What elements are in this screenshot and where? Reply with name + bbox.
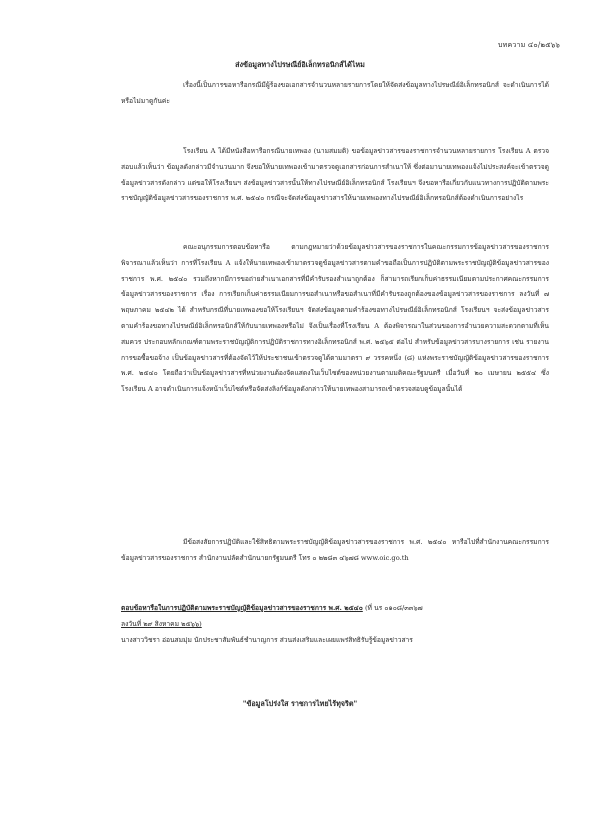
reference-block: [121, 601, 549, 648]
reference-number: (ที่ นร ๐๑๐๘/๓๓๖๗: [364, 604, 423, 612]
intro-paragraph: เรื่องนี้เป็นการขอหารือกรณีมีผู้ร้องขอเอกสารจำนวนหลายรายการโดยให้จัดส่งข้อมูลทางไปรษณีย์อิเล็กทรอนิกส์ จะดำเนินการได้หรือไม่มาดูกันค่ะ: [121, 81, 549, 105]
document-number: บทความ ๔๐/๒๕๖๖: [498, 41, 560, 49]
slogan: "ข้อมูลโปร่งใส ราชการไทยไร้ทุจริต": [242, 699, 358, 708]
opinion-paragraph: คณะอนุกรรมการตอบข้อหารือ ตามกฎหมายว่าด้วยข้อมูลข่าวสารของราชการในคณะกรรมการข้อมูลข่าวสารของราชการพิจารณาแล้วเห็นว่า การที่โรงเรียน A แจ้งให้นายเทพองเข้ามาตรวจดูข้อมูลข่าวสารตามคำขอถือเป็นการปฏิบัติตามพระราชบัญญัติข้อมูลข่าวสารของราชการ พ.ศ. ๒๕๔๐ รวมถึงหากมีการขอถ่ายสำเนาเอกสารที่มีคำรับรองสำเนาถูกต้อง ก็สามารถเรียกเก็บค่าธรรมเนียมตามประกาศคณะกรรมการข้อมูลข่าวสารของราชการ เรื่อง การเรียกเก็บค่าธรรมเนียมการขอสำเนาหรือขอสำเนาที่มีคำรับรองถูกต้องของข้อมูลข่าวสารของราชการ ลงวันที่ ๗ พฤษภาคม ๒๕๔๒ ได้ สำหรับกรณีที่นายเทพองขอให้โรงเรียนฯ จัดส่งข้อมูลตามคำร้องขอทางไปรษณีย์อิเล็กทรอนิกส์ โรงเรียนฯ จะส่งข้อมูลข่าวสารตามคำร้องขอทางไปรษณีย์อิเล็กทรอนิกส์ให้กับนายเทพองหรือไม่ จึงเป็นเรื่องที่โรงเรียน A ต้องพิจารณาในส่วนของการอำนวยความสะดวกตามที่เห็นสมควร ประกอบหลักเกณฑ์ตามพระราชบัญญัติการปฏิบัติราชการทางอิเล็กทรอนิกส์ พ.ศ. ๒๕๖๕ ต่อไป สำหรับข้อมูลข่าวสารบางรายการ เช่น รายงานการขอซื้อขอจ้าง เป็นข้อมูลข่าวสารที่ต้องจัดไว้ให้ประชาชนเข้าตรวจดูได้ตามมาตรา ๙ วรรคหนึ่ง (๘) แห่งพระราชบัญญัติข้อมูลข่าวสารของราชการ พ.ศ. ๒๕๔๐ โดยถือว่าเป็นข้อมูลข่าวสารที่หน่วยงานต้องจัดแสดงในเว็บไซต์ของหน่วยงานตามมติคณะรัฐมนตรี เมื่อวันที่ ๒๐ เมษายน ๒๕๕๔ ซึ่งโรงเรียน A อาจดำเนินการแจ้งหน้าเว็บไซต์หรือจัดส่งลิงก์ข้อมูลดังกล่าวให้นายเทพองสามารถเข้าตรวจสอบดูข้อมูลนั้นได้: [121, 243, 549, 394]
case-paragraph: โรงเรียน A ได้มีหนังสือหารือกรณีนายเทพอง (นามสมมติ) ขอข้อมูลข่าวสารของราชการจำนวนหลายรายการ โรงเรียน A ตรวจสอบแล้วเห็นว่า ข้อมูลดังกล่าวมีจำนวนมาก จึงขอให้นายเทพองเข้ามาตรวจดูเอกสารก่อนการสำเนาให้ ซึ่งต่อมานายเทพองแจ้งไม่ประสงค์จะเข้าตรวจดูข้อมูลข่าวสารดังกล่าว แต่ขอให้โรงเรียนฯ ส่งข้อมูลข่าวสารนั้นให้ทางไปรษณีย์อิเล็กทรอนิกส์ โรงเรียนฯ จึงขอหารือเกี่ยวกับแนวทางการปฏิบัติตามพระราชบัญญัติข้อมูลข่าวสารของราชการ พ.ศ. ๒๕๔๐ กรณีจะจัดส่งข้อมูลข่าวสารให้นายเทพองทางไปรษณีย์อิเล็กทรอนิกส์ต้องดำเนินการอย่างไร: [121, 147, 549, 203]
author-line: นางสาววิชรา อ่อนสมมุ่ม นักประชาสัมพันธ์ชำนาญการ ส่วนส่งเสริมและเผยแพร่สิทธิรับรู้ข้อมูลข่าวสาร: [121, 635, 413, 644]
document-title: ส่งข้อมูลทางไปรษณีย์อิเล็กทรอนิกส์ได้ไหม: [235, 60, 365, 69]
reference-date: ลงวันที่ ๒๙ สิงหาคม ๒๕๖๖): [121, 619, 202, 628]
reference-heading: ตอบข้อหารือในการปฏิบัติตามพระราชบัญญัติข้อมูลข่าวสารของราชการ พ.ศ. ๒๕๔๐: [121, 604, 363, 612]
inquiry-paragraph: มีข้อสงสัยการปฏิบัติและใช้สิทธิตามพระราชบัญญัติข้อมูลข่าวสารของราชการ พ.ศ. ๒๕๔๐ หารือไปที่สำนักงานคณะกรรมการข้อมูลข่าวสารของราชการ สำนักงานปลัดสำนักนายกรัฐมนตรี โทร ๐ ๒๒๘๓ ๔๖๗๘ www.oic.go.th: [121, 538, 549, 562]
